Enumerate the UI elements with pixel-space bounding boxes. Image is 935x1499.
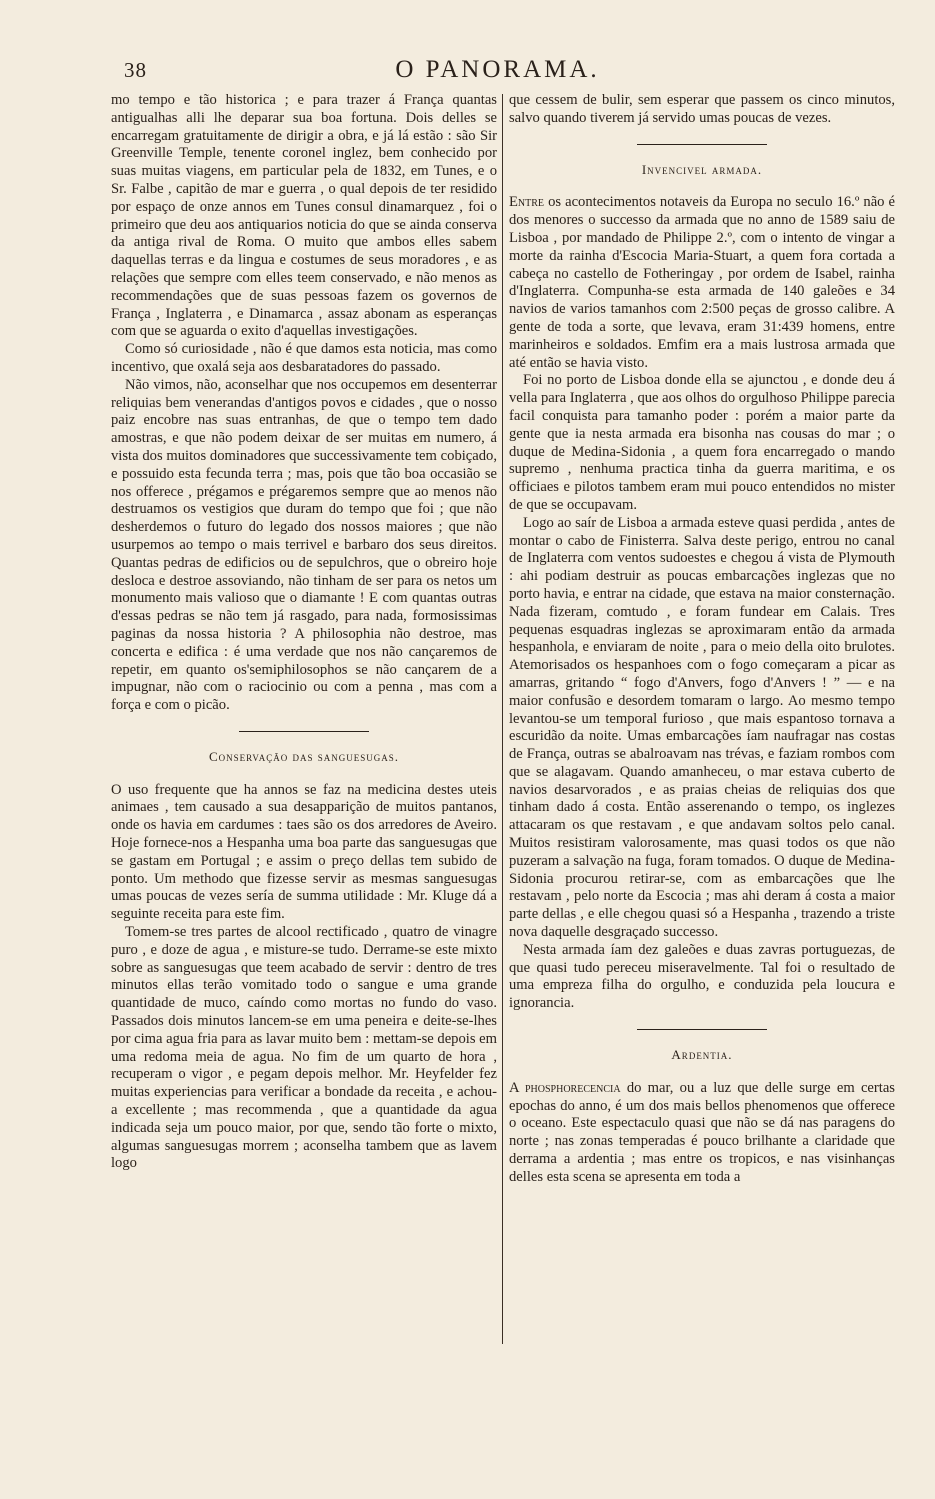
lead-word: A phosphorecencia: [509, 1079, 621, 1096]
paragraph: Tomem-se tres partes de alcool rectificado , quatro de vinagre puro , e doze de agua , e misture-se tudo. Derrame-se este mixto sobre as sanguesugas que teem acabado de servir : dentro de tres minutos ellas terão vomitado todo o sangue e uma grande quantidade de muco, caíndo como mortas no fundo do vaso. Passados dois minutos lancem-se em uma peneira e deite-se-lhes por cima agua fria para as lavar muito bem : mettam-se depois em uma redoma meia de agua. No fim de um quarto de hora , recuperam o vigor , e pegam depois melhor. Mr. Heyfelder fez muitas experiencias para verificar a bondade da receita , e achou-a excellente ; mas recommenda , que a quantidade da agua indicada seja um pouco maior, por que, sendo tão forte o mixto, algumas sanguesugas morrem ; aconselha tambem que as lavem logo: [111, 924, 497, 1172]
paragraph: que cessem de bulir, sem esperar que passem os cinco minutos, salvo quando tiverem já servido umas poucas de vezes.: [509, 92, 895, 126]
paragraph-text: os acontecimentos notaveis da Europa no seculo 16.º não é dos menores o successo da armada que no anno de 1589 saiu de Lisboa , por mandado de Philippe 2.º, com o intento de vingar a morte da rainha d'Escocia Maria-Stuart, a quem fora cortada a cabeça no castello de Fotheringay , por ordem de Isabel, rainha d'Inglaterra. Compunha-se esta armada de 140 galeões e 34 navios de varios tamanhos com 2:500 peças de grosso calibre. A gente de toda a sorte, que levava, eram 31:439 homens, entre marinheiros e soldados. Emfim era a mais lustrosa armada que até então se havia visto.: [509, 194, 895, 371]
paragraph: [509, 194, 895, 372]
paragraph: O uso frequente que ha annos se faz na medicina destes uteis animaes , tem causado a sua desapparição de muitos pantanos, onde os havia em cardumes : taes são os dos arredores de Aveiro. Hoje fornece-nos a Hespanha uma boa parte das sanguesugas que se gastam em Portugal ; e assim o preço dellas tem subido de ponto. Um methodo que fizesse servir as mesmas sanguesugas umas poucas de vezes sería de summa utilidade : Mr. Kluge dá a seguinte receita para este fim.: [111, 781, 497, 923]
section-heading-ardentia: Ardentia.: [671, 1047, 733, 1063]
section-heading-invencivel-armada: Invencivel armada.: [641, 161, 763, 177]
section-rule: [637, 1029, 767, 1030]
paragraph: Como só curiosidade , não é que damos esta noticia, mas como incentivo, que oxalá seja aos desbaratadores do passado.: [111, 341, 497, 375]
column-divider: [502, 94, 503, 1344]
section-rule: [637, 144, 767, 145]
section-heading-sanguesugas: Conservação das sanguesugas.: [208, 748, 400, 764]
paragraph: Foi no porto de Lisboa donde ella se ajunctou , e donde deu á vella para Inglaterra , que aos olhos do orgulhoso Philippe parecia facil conquista para tamanho poder : porém a maior parte da gente que ia nesta armada era bisonha nas cousas do mar ; o duque de Medina-Sidonia , a quem fora encarregado o mando supremo , nenhuma practica tinha da guerra maritima, e os officiaes e pilotos tambem eram mui pouco entendidos no mister de que se occupavam.: [509, 372, 895, 513]
paragraph: mo tempo e tão historica ; e para trazer á França quantas antigualhas alli lhe deparar sua boa fortuna. Dois delles se encarregam gratuitamente de dirigir a obra, e já lá estão : são Sir Greenville Temple, tenente coronel inglez, bem conhecido por suas muitas viagens, em particular pela de 1832, em Tunes, e o Sr. Falbe , capitão de mar e guerra , o qual depois de ter residido por espaço de onze annos em Tunes consul dinamarquez , foi o primeiro que deu aos antiquarios noticia do que se ainda conserva da antiga rival de Roma. O muito que ambos elles sabem daquellas terras e da lingua e costumes de seus moradores , e as relações que sempre com elles teem conservado, e não menos as recommendações que de suas pessoas fazem os governos de França , Inglaterra , e Dinamarca , assaz abonam as esperanças com que se aguarda o exito d'aquellas investigações.: [111, 92, 497, 340]
paragraph-text: do mar, ou a luz que delle surge em certas epochas do anno, é um dos mais bellos phenomenos que offerece o oceano. Este espectaculo quasi que não se dá nas paragens do norte ; nas zonas temperadas é pouco brilhante a claridade que derrama a ardentia ; mas entre os tropicos, e nas visinhanças delles esta scena se apresenta em toda a: [509, 1079, 895, 1185]
paragraph: Logo ao saír de Lisboa a armada esteve quasi perdida , antes de montar o cabo de Finisterra. Salva deste perigo, entrou no canal de Inglaterra com ventos sudoestes e chegou á vista de Plymouth : ahi podiam destruir as poucas embarcações inglezas que no porto havia, e entrar na cidade, que estava na maior consternação. Nada fizeram, comtudo , e foram fundear em Calais. Tres pequenas esquadras inglezas se aproximaram então da armada hespanhola, e enviaram de noite , para o meio della oito brulotes. Atemorisados os hespanhoes com o fogo começaram a picar as amarras, gritando “ fogo d'Anvers, fogo d'Anvers ! ” — e na maior confusão e desordem tomaram o largo. Ao mesmo tempo levantou-se um temporal furioso , que mais espantoso tornava a escuridão da noite. Umas embarcações íam naufragar nas costas de França, outras se abalroavam nas trévas, e faziam rombos com que se alagavam. Quando amanheceu, o mar estava cuberto de navios desarvorados , e as praias cheias de reliquias dos que tinham dado á costa. Então asserenando o tempo, os inglezes attacaram os que restavam , e que andavam soltos pelo canal. Muitos resistiram valorosamente, mas quasi todos os que não puzeram a salvação na fuga, foram tomados. O duque de Medina-Sidonia procurou retirar-se, com as embarcações que lhe restavam , pelo norte da Escocia ; mas ahi deram á costa a maior parte dellas , e elle chegou quasi só a Hespanha , trazendo a triste nova daquelle desgraçado successo.: [509, 514, 895, 941]
paragraph: Nesta armada íam dez galeões e duas zavras portuguezas, de que quasi tudo pereceu miseravelmente. Tal foi o resultado de uma empreza filha do orgulho, e conduzida pela loucura e ignorancia.: [509, 941, 895, 1012]
left-column: [111, 92, 497, 1173]
running-title: O PANORAMA.: [395, 56, 600, 83]
lead-word: Entre: [509, 194, 545, 211]
section-rule: [239, 731, 369, 732]
right-column: [509, 92, 895, 1187]
paragraph: [509, 1080, 895, 1187]
paragraph: Não vimos, não, aconselhar que nos occupemos em desenterrar reliquias bem venerandas d'antigos povos e cidades , que o nosso paiz encobre nas suas entranhas, de que o tempo tem dado amostras, e que não podem deixar de ser muitas em numero, á vista dos muitos dominadores que successivamente tem cobiçado, e possuido esta fecunda terra ; mas, pois que tão boa occasião se nos offerece , prégamos e prégaremos sempre que ao menos não destruamos os vestigios que duram do tempo que foi ; que não desherdemos o futuro do legado dos nossos maiores ; que não usurpemos ao tempo o mais terrivel e barbaro dos seus direitos. Quantas pedras de edificios ou de sepulchros, que o obreiro hoje desloca e destroe assoviando, não tinham de ser para os netos um monumento mais valioso que o diamante ! E com quantas outras d'essas pedras se não tem já rasgado, para nada, formosissimas paginas da nossa historia ? A philosophia não destroe, mas concerta e edifica : é uma verdade que nos não cançaremos de repetir, em quanto os'semiphilosophos se não cançarem de a impugnar, não com o raciocinio ou com a penna , mas com a força e com o picão.: [111, 376, 497, 714]
page-number: 38: [124, 58, 147, 82]
page-header: [110, 52, 885, 92]
